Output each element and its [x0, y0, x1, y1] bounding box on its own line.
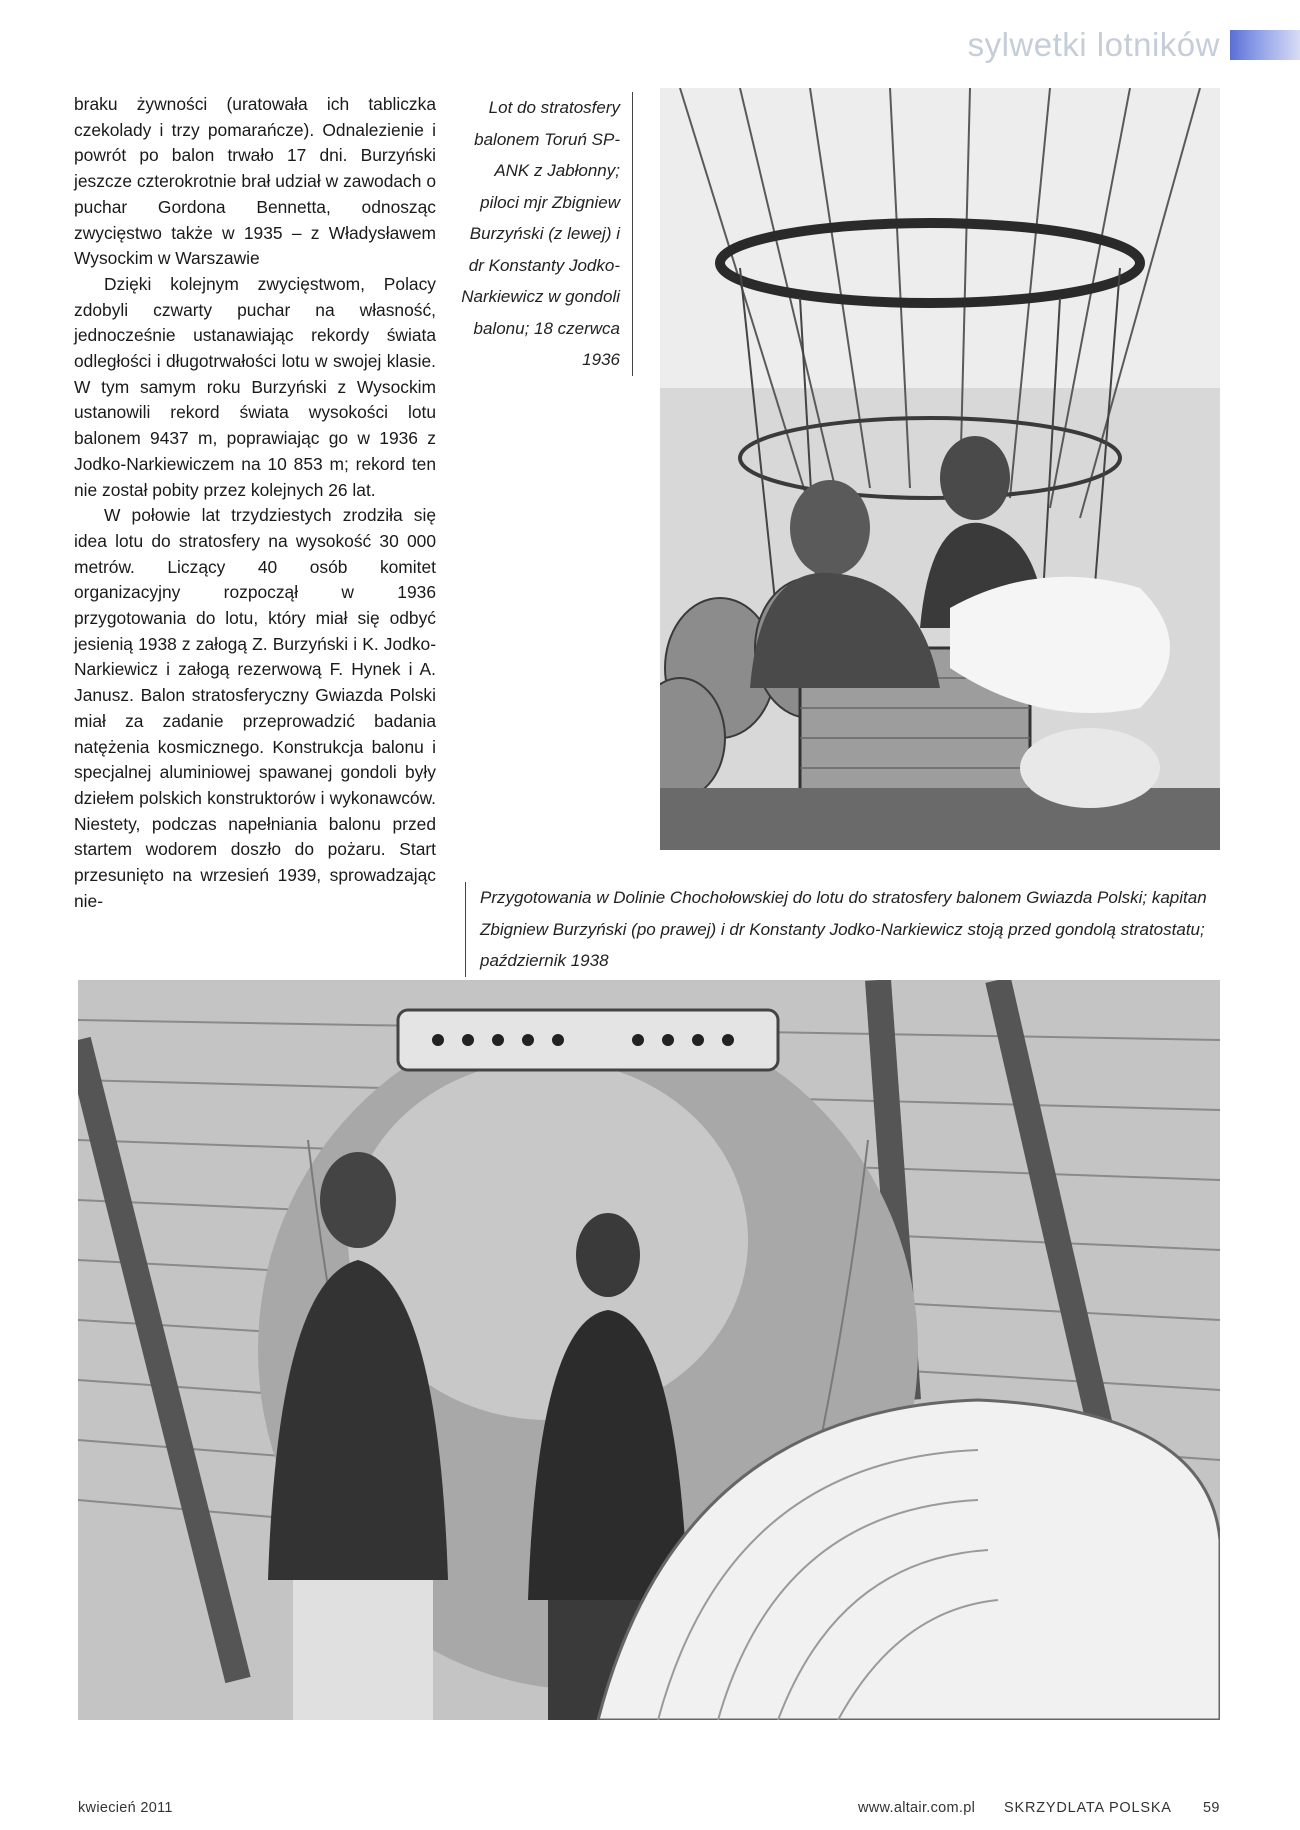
article-body	[74, 92, 436, 915]
paragraph: W połowie lat trzydziestych zrodziła się idea lotu do stratosfery na wysokość 30 000 metrów. Liczący 40 osób komitet organizacyjny rozpoczął w 1936 przygotowania do lotu, który miał się odbyć jesienią 1938 z załogą Z. Burzyński i K. Jodko-Narkiewicz i załogą rezerwową F. Hynek i A. Janusz. Balon stratosferyczny Gwiazda Polski miał za zadanie przeprowadzić badania natężenia kosmicznego. Konstrukcja balonu i specjalnej aluminiowej spawanej gondoli były dziełem polskich konstruktorów i wykonawców. Niestety, podczas napełniania balonu przed startem wodorem doszło do pożaru. Start przesunięto na wrzesień 1939, sprowadzając nie-	[74, 505, 436, 911]
paragraph: Dzięki kolejnym zwycięstwom, Polacy zdobyli czwarty puchar na własność, jednocześnie ustanawiając rekordy świata odległości i długotrwałości lotu w swojej klasie. W tym samym roku Burzyński z Wysockim ustanowili rekord świata wysokości lotu balonem 9437 m, poprawiając go w 1936 z Jodko-Narkiewiczem na 10 853 m; rekord ten nie został pobity przez kolejnych 26 lat.	[74, 273, 436, 500]
stratostat-gondola-photo	[78, 980, 1220, 1720]
section-color-bar	[1230, 30, 1300, 60]
paragraph: braku żywności (uratowała ich tabliczka czekolady i trzy pomarańcze). Odnalezienie i powrót po balon trwało 17 dni. Burzyński jeszcze czterokrotnie brał udział w zawodach o puchar Gordona Bennetta, odnosząc zwycięstwo także w 1935 – z Władysławem Wysockim w Warszawie	[74, 94, 436, 269]
issue-date: kwiecień 2011	[78, 1800, 173, 1816]
top-photo-caption: Lot do stratosfery balonem Toruń SP-ANK z Jabłonny; piloci mjr Zbigniew Burzyński (z lewej) i dr Konstanty Jodko-Narkiewicz w gondoli balonu; 18 czerwca 1936	[458, 92, 633, 376]
magazine-name: SKRZYDLATA POLSKA	[1004, 1800, 1172, 1816]
page-number: 59	[1203, 1800, 1220, 1816]
section-title: sylwetki lotników	[967, 26, 1220, 63]
section-header	[968, 22, 1300, 68]
balloon-gondola-photo	[660, 88, 1220, 850]
website-link[interactable]: www.altair.com.pl	[858, 1800, 976, 1816]
bottom-photo-caption: Przygotowania w Dolinie Chochołowskiej do lotu do stratosfery balonem Gwiazda Polski; kapitan Zbigniew Burzyński (po prawej) i dr Konstanty Jodko-Narkiewicz stoją przed gondolą stratostatu; październik 1938	[465, 882, 1240, 977]
